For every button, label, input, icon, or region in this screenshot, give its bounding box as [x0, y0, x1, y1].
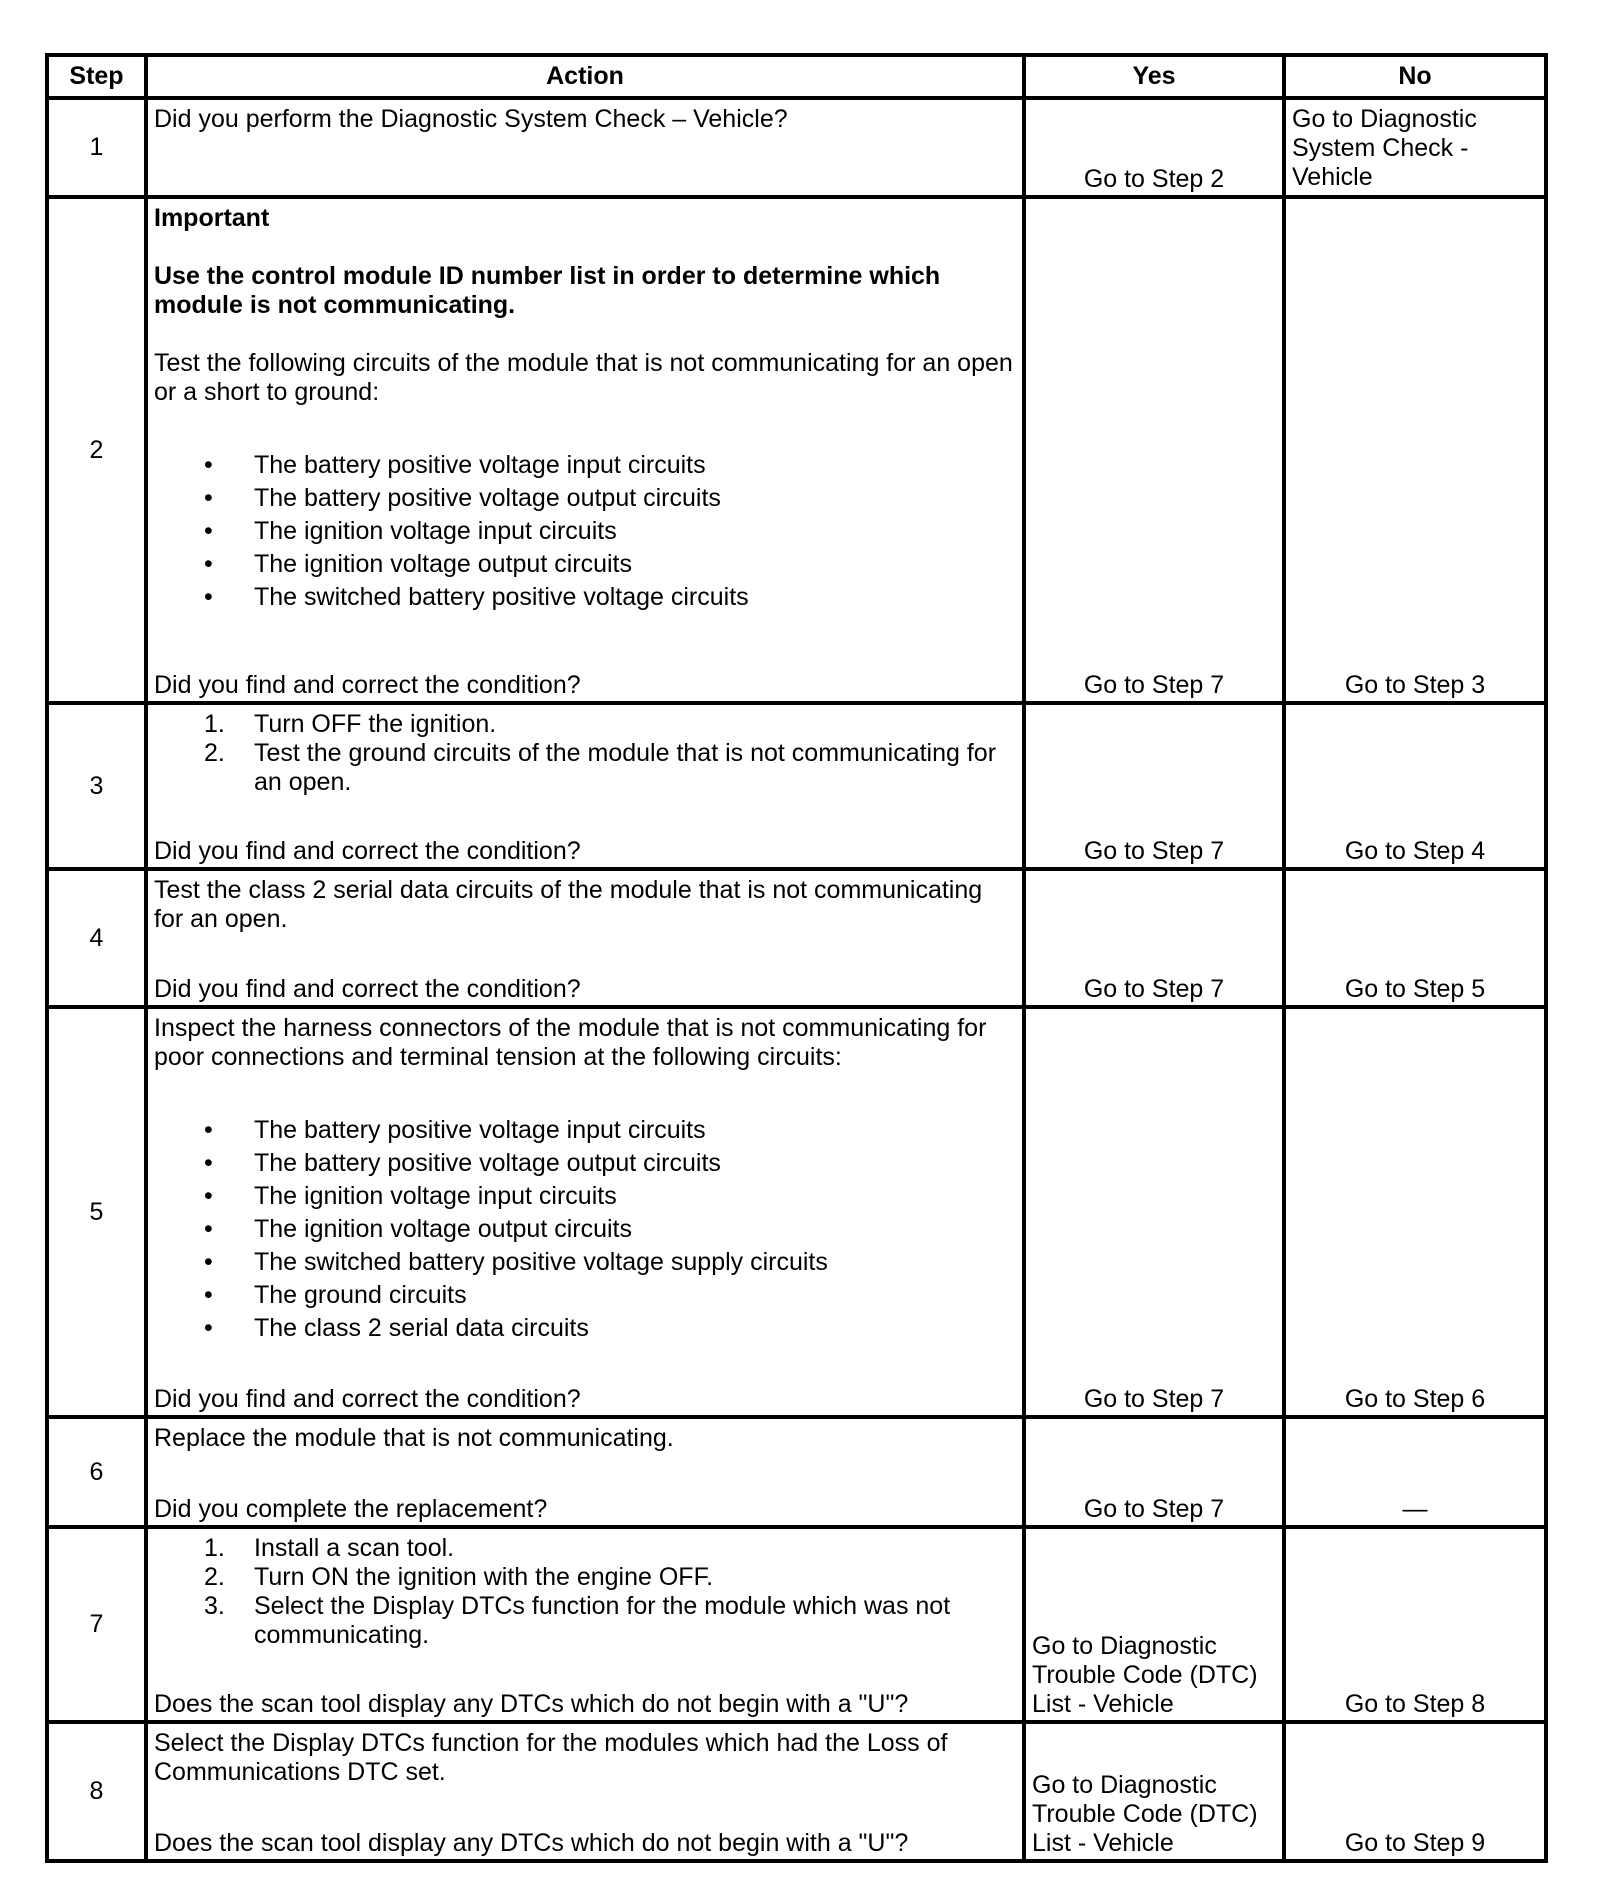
- action-cell: [146, 1527, 1024, 1722]
- list-item: • The battery positive voltage input circuits: [154, 1114, 1018, 1147]
- list-text: Turn OFF the ignition.: [254, 710, 497, 738]
- action-cell: [146, 1722, 1024, 1861]
- list-item: • The ignition voltage output circuits: [154, 548, 1018, 581]
- no-cell: Go to Step 5: [1284, 869, 1546, 1007]
- list-number: 2.: [204, 1563, 225, 1591]
- list-item: • The ignition voltage output circuits: [154, 1213, 1018, 1246]
- header-step: Step: [47, 55, 146, 98]
- header-row: [47, 55, 1546, 98]
- table-row: [47, 1417, 1546, 1527]
- no-cell: Go to Step 8: [1284, 1527, 1546, 1722]
- no-cell: —: [1284, 1417, 1546, 1527]
- action-cell: [146, 98, 1024, 197]
- action-question: Did you complete the replacement?: [154, 1495, 548, 1523]
- no-cell: Go to Step 4: [1284, 703, 1546, 869]
- action-question: Did you find and correct the condition?: [154, 671, 581, 699]
- list-text: Test the ground circuits of the module that is not communicating for an open.: [254, 739, 997, 796]
- no-cell: Go to Step 6: [1284, 1007, 1546, 1417]
- diagnostic-table: [45, 53, 1548, 1863]
- list-item: • The battery positive voltage output circuits: [154, 1147, 1018, 1180]
- action-question: Does the scan tool display any DTCs which do not begin with a "U"?: [154, 1690, 909, 1718]
- list-item: [154, 1563, 1018, 1592]
- list-item: [154, 710, 1018, 739]
- yes-cell: Go to Step 7: [1024, 703, 1284, 869]
- table-row: [47, 1007, 1546, 1417]
- table-row: [47, 703, 1546, 869]
- action-question: Did you find and correct the condition?: [154, 837, 581, 865]
- important-label: Important: [154, 204, 270, 232]
- numbered-steps: [154, 710, 1018, 797]
- yes-cell: Go to Step 7: [1024, 197, 1284, 703]
- no-cell: Go to Diagnostic System Check - Vehicle: [1284, 98, 1546, 197]
- list-item: [154, 739, 1018, 797]
- action-question: Did you find and correct the condition?: [154, 1385, 581, 1413]
- action-text: Did you perform the Diagnostic System Check – Vehicle?: [154, 105, 788, 133]
- action-question: Did you find and correct the condition?: [154, 975, 581, 1003]
- list-text: Turn ON the ignition with the engine OFF.: [254, 1563, 714, 1591]
- no-cell: Go to Step 9: [1284, 1722, 1546, 1861]
- header-action: Action: [146, 55, 1024, 98]
- table-row: [47, 197, 1546, 703]
- header-yes: Yes: [1024, 55, 1284, 98]
- header-no: No: [1284, 55, 1546, 98]
- yes-cell: Go to Diagnostic Trouble Code (DTC) List - Vehicle: [1024, 1527, 1284, 1722]
- step-number: 4: [47, 869, 146, 1007]
- step-number: 1: [47, 98, 146, 197]
- action-cell: [146, 703, 1024, 869]
- circuit-list: [154, 449, 1018, 614]
- yes-cell: Go to Diagnostic Trouble Code (DTC) List - Vehicle: [1024, 1722, 1284, 1861]
- action-cell: [146, 869, 1024, 1007]
- step-number: 2: [47, 197, 146, 703]
- no-cell: Go to Step 3: [1284, 197, 1546, 703]
- action-intro: Replace the module that is not communicating.: [154, 1424, 674, 1452]
- list-number: 3.: [204, 1592, 225, 1620]
- list-item: • The ignition voltage input circuits: [154, 1180, 1018, 1213]
- yes-cell: Go to Step 7: [1024, 869, 1284, 1007]
- list-item: • The switched battery positive voltage supply circuits: [154, 1246, 1018, 1279]
- table-row: [47, 1527, 1546, 1722]
- step-number: 7: [47, 1527, 146, 1722]
- action-intro: Test the class 2 serial data circuits of the module that is not communicating for an open.: [154, 876, 983, 933]
- list-item: • The battery positive voltage input circuits: [154, 449, 1018, 482]
- list-item: • The class 2 serial data circuits: [154, 1312, 1018, 1345]
- numbered-steps: [154, 1534, 1018, 1650]
- list-number: 1.: [204, 710, 225, 738]
- diagnostic-table-sheet: [45, 53, 1548, 1861]
- table-row: [47, 1722, 1546, 1861]
- action-intro: Test the following circuits of the module that is not communicating for an open or a short to ground:: [154, 349, 1013, 406]
- table-row: [47, 98, 1546, 197]
- list-item: [154, 1592, 1018, 1650]
- step-number: 8: [47, 1722, 146, 1861]
- list-item: • The switched battery positive voltage circuits: [154, 581, 1018, 614]
- important-note: Use the control module ID number list in order to determine which module is not communicating.: [154, 262, 941, 319]
- step-number: 6: [47, 1417, 146, 1527]
- step-number: 3: [47, 703, 146, 869]
- yes-cell: Go to Step 7: [1024, 1007, 1284, 1417]
- circuit-list: [154, 1114, 1018, 1345]
- list-text: Select the Display DTCs function for the module which was not communicating.: [254, 1592, 951, 1649]
- action-question: Does the scan tool display any DTCs which do not begin with a "U"?: [154, 1829, 909, 1857]
- list-number: 1.: [204, 1534, 225, 1562]
- list-item: • The ignition voltage input circuits: [154, 515, 1018, 548]
- action-cell: [146, 1417, 1024, 1527]
- list-item: [154, 1534, 1018, 1563]
- table-row: [47, 869, 1546, 1007]
- list-item: • The battery positive voltage output circuits: [154, 482, 1018, 515]
- yes-cell: Go to Step 7: [1024, 1417, 1284, 1527]
- action-intro: Inspect the harness connectors of the module that is not communicating for poor connections and terminal tension at the following circuits:: [154, 1014, 987, 1071]
- list-text: Install a scan tool.: [254, 1534, 455, 1562]
- yes-cell: Go to Step 2: [1024, 98, 1284, 197]
- list-item: • The ground circuits: [154, 1279, 1018, 1312]
- step-number: 5: [47, 1007, 146, 1417]
- action-intro: Select the Display DTCs function for the modules which had the Loss of Communications DTC set.: [154, 1729, 948, 1786]
- list-number: 2.: [204, 739, 225, 767]
- action-cell: [146, 1007, 1024, 1417]
- action-cell: [146, 197, 1024, 703]
